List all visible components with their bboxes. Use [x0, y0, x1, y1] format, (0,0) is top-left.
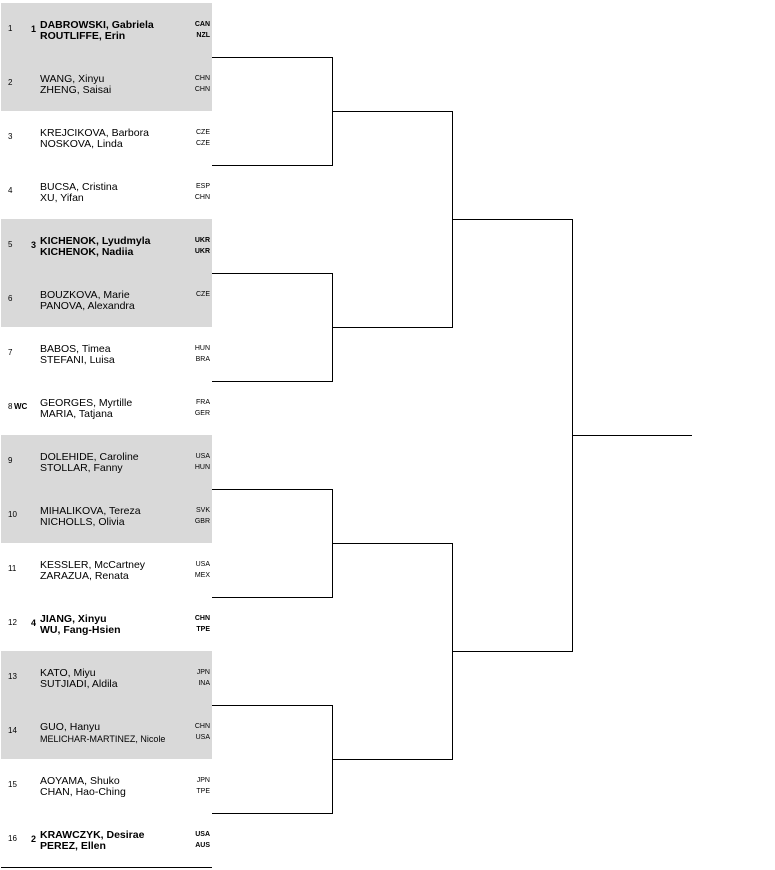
draw-position: 9	[8, 456, 13, 465]
country-code: CHN	[194, 723, 210, 730]
country-code: HUN	[194, 464, 210, 471]
draw-position: 16	[8, 834, 17, 843]
draw-entry	[1, 435, 212, 489]
draw-position: 11	[8, 564, 17, 573]
draw-position: 8	[8, 402, 13, 411]
country-code: TPE	[196, 788, 210, 795]
draw-entry	[1, 165, 212, 219]
player-name: KREJCIKOVA, Barbora	[40, 127, 149, 139]
draw-position: 1	[8, 24, 13, 33]
player-name: KICHENOK, Nadiia	[40, 246, 134, 258]
country-code: INA	[198, 680, 210, 687]
draw-entry	[1, 759, 212, 813]
draw-position: 10	[8, 510, 17, 519]
draw-entry	[1, 273, 212, 327]
draw-entry	[1, 813, 212, 867]
country-code: FRA	[196, 399, 210, 406]
player-name: PANOVA, Alexandra	[40, 300, 135, 312]
country-code: CAN	[194, 21, 210, 28]
player-name: STOLLAR, Fanny	[40, 462, 123, 474]
player-name: DABROWSKI, Gabriela	[40, 19, 154, 31]
draw-position: 7	[8, 348, 13, 357]
player-name: AOYAMA, Shuko	[40, 775, 120, 787]
country-code: UKR	[194, 237, 210, 244]
draw-entry	[1, 111, 212, 165]
player-name: MELICHAR-MARTINEZ, Nicole	[40, 734, 166, 744]
draw-entry	[1, 219, 212, 273]
player-name: MIHALIKOVA, Tereza	[40, 505, 141, 517]
player-name: SUTJIADI, Aldila	[40, 678, 118, 690]
seed-number: 4	[31, 618, 37, 628]
country-code: HUN	[194, 345, 210, 352]
country-code: USA	[195, 561, 210, 568]
player-name: GUO, Hanyu	[40, 721, 101, 733]
draw-position: 6	[8, 294, 13, 303]
country-code: GBR	[194, 518, 210, 525]
country-code: AUS	[195, 842, 210, 849]
country-code: CHN	[194, 615, 210, 622]
seed-number: 2	[31, 834, 37, 844]
country-code: NZL	[196, 32, 210, 39]
player-name: CHAN, Hao-Ching	[40, 786, 126, 798]
player-name: NOSKOVA, Linda	[40, 138, 123, 150]
country-code: JPN	[196, 669, 210, 676]
player-name: DOLEHIDE, Caroline	[40, 451, 139, 463]
country-code: CHN	[194, 86, 210, 93]
draw-entry	[1, 57, 212, 111]
player-name: KATO, Miyu	[40, 667, 96, 679]
draw-entry	[1, 3, 212, 57]
country-code: BRA	[195, 356, 210, 363]
player-name: BABOS, Timea	[40, 343, 111, 355]
country-code: CZE	[196, 129, 210, 136]
country-code: TPE	[196, 626, 210, 633]
draw-position: 5	[8, 240, 13, 249]
draw-entry	[1, 705, 212, 759]
country-code: CZE	[196, 291, 210, 298]
country-code: CZE	[196, 140, 210, 147]
player-name: GEORGES, Myrtille	[40, 397, 133, 409]
player-name: WU, Fang-Hsien	[40, 624, 121, 636]
country-code: USA	[195, 831, 210, 838]
player-name: KRAWCZYK, Desirae	[40, 829, 145, 841]
player-name: ZHENG, Saisai	[40, 84, 112, 96]
country-code: UKR	[194, 248, 210, 255]
player-name: BOUZKOVA, Marie	[40, 289, 130, 301]
player-name: BUCSA, Cristina	[40, 181, 118, 193]
draw-position: 15	[8, 780, 17, 789]
seed-number: 3	[31, 240, 37, 250]
country-code: USA	[195, 453, 210, 460]
country-code: USA	[195, 734, 210, 741]
player-name: KESSLER, McCartney	[40, 559, 146, 571]
draw-entry	[1, 489, 212, 543]
draw-position: 4	[8, 186, 13, 195]
draw-entry	[1, 543, 212, 597]
player-name: KICHENOK, Lyudmyla	[40, 235, 151, 247]
player-name: XU, Yifan	[40, 192, 84, 204]
player-name: ROUTLIFFE, Erin	[40, 30, 126, 42]
draw-position: 3	[8, 132, 13, 141]
player-name: MARIA, Tatjana	[40, 408, 113, 420]
country-code: MEX	[194, 572, 210, 579]
player-name: NICHOLLS, Olivia	[40, 516, 125, 528]
draw-entry	[1, 597, 212, 651]
player-name: ZARAZUA, Renata	[40, 570, 129, 582]
player-name: JIANG, Xinyu	[40, 613, 107, 625]
draw-position: 2	[8, 78, 13, 87]
seed-number: 1	[31, 24, 37, 34]
country-code: SVK	[195, 507, 210, 514]
draw-entry	[1, 381, 212, 435]
country-code: CHN	[194, 194, 210, 201]
player-name: WANG, Xinyu	[40, 73, 105, 85]
draw-position: 14	[8, 726, 17, 735]
entry-tag: WC	[14, 402, 28, 411]
country-code: CHN	[194, 75, 210, 82]
draw-entry	[1, 651, 212, 705]
country-code: ESP	[195, 183, 210, 190]
player-name: PEREZ, Ellen	[40, 840, 106, 852]
country-code: GER	[194, 410, 210, 417]
player-name: STEFANI, Luisa	[40, 354, 115, 366]
draw-entry	[1, 327, 212, 381]
country-code: JPN	[196, 777, 210, 784]
draw-position: 13	[8, 672, 17, 681]
draw-position: 12	[8, 618, 17, 627]
